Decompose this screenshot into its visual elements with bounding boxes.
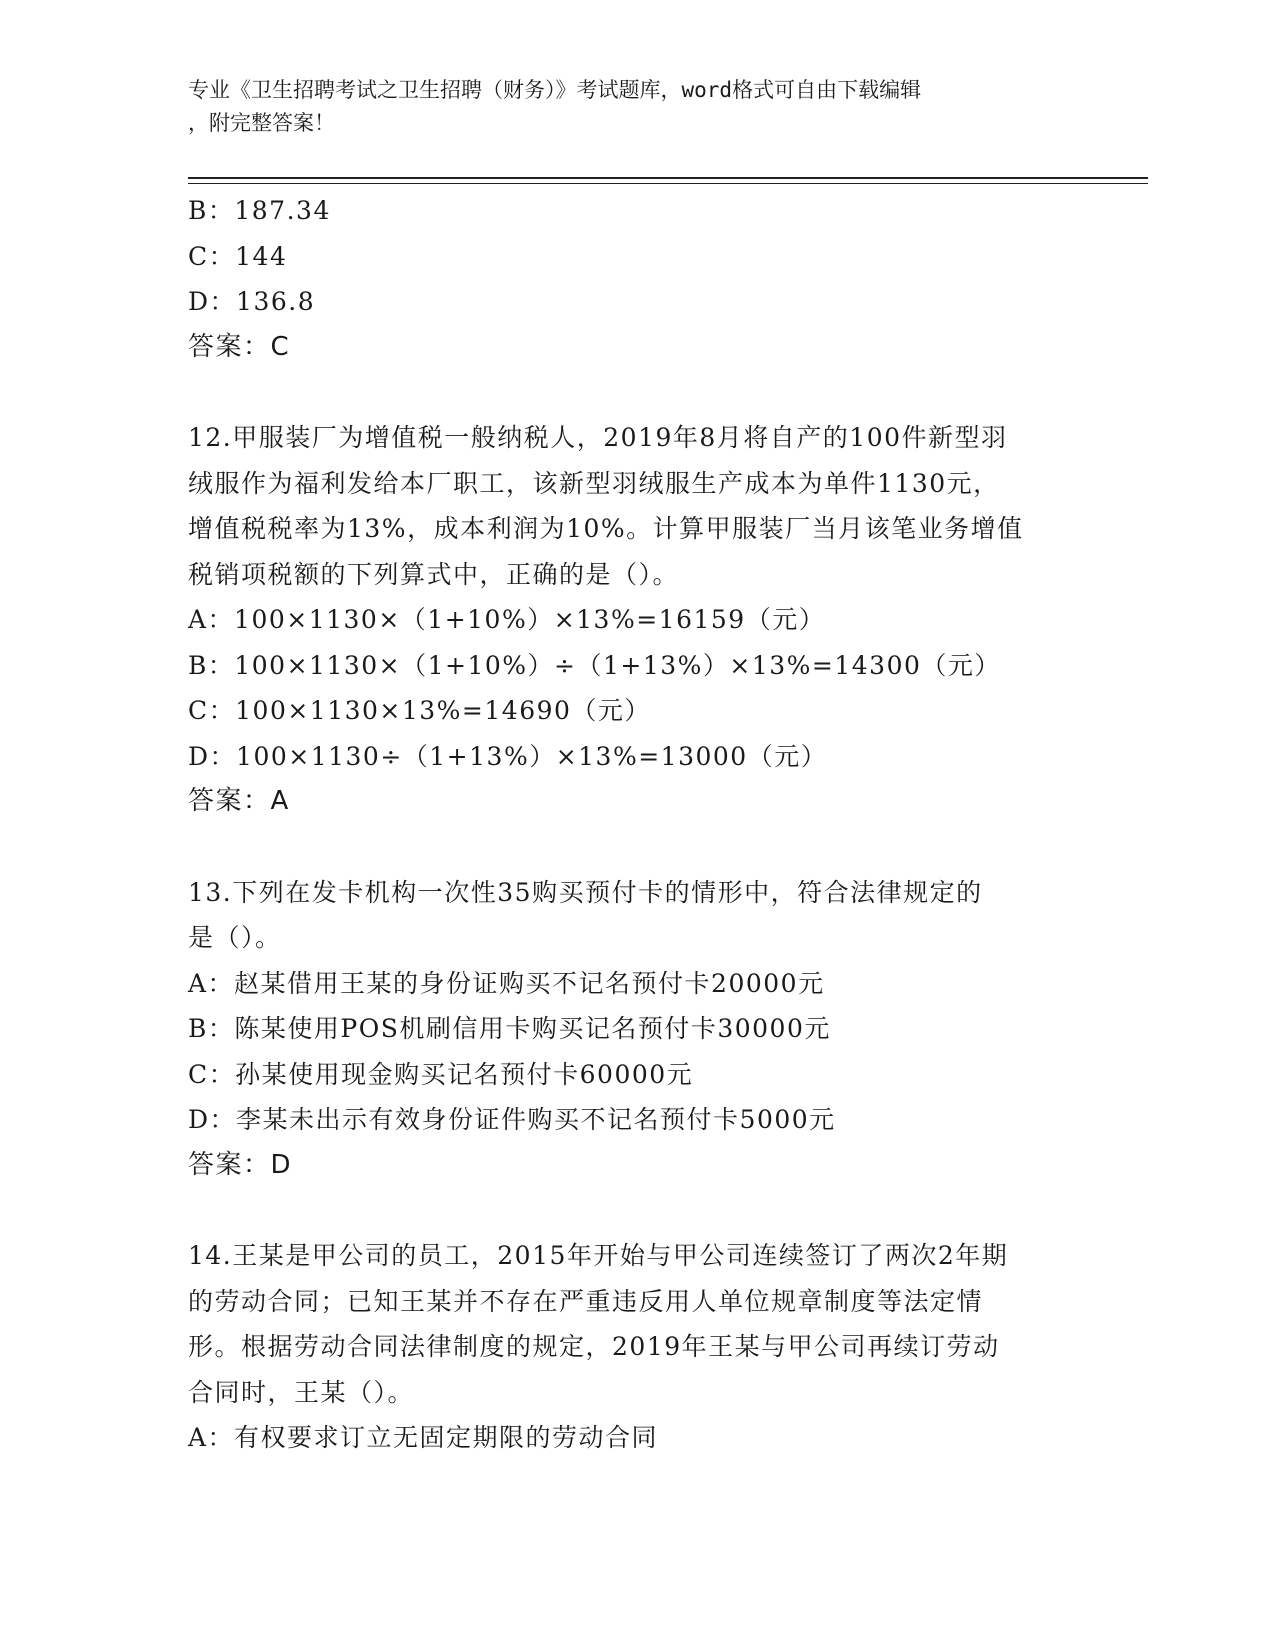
question-text-line: 增值税税率为13%，成本利润为10%。计算甲服装厂当月该笔业务增值 xyxy=(188,514,1024,543)
header-line-1: 专业《卫生招聘考试之卫生招聘（财务）》考试题库，word格式可自由下载编辑 xyxy=(188,78,922,102)
question-13 xyxy=(188,870,1088,1189)
question-12 xyxy=(188,415,1088,825)
option-c: C：144 xyxy=(188,241,288,271)
option-a: A：赵某借用王某的身份证购买不记名预付卡20000元 xyxy=(188,968,825,998)
spacer xyxy=(188,825,1088,870)
option-b: B：100×1130×（1+10%）÷（1+13%）×13%=14300（元） xyxy=(188,650,1001,680)
answer-line: 答案：D xyxy=(188,1149,293,1180)
header-divider-thin xyxy=(188,183,1148,184)
spacer xyxy=(188,1188,1088,1233)
question-11-continued xyxy=(188,188,1088,370)
header-divider-thick xyxy=(188,177,1148,179)
question-content xyxy=(188,188,1088,1461)
question-text-line: 14.王某是甲公司的员工，2015年开始与甲公司连续签订了两次2年期 xyxy=(188,1241,1009,1270)
question-text-line: 合同时，王某（）。 xyxy=(188,1377,415,1407)
question-text-line: 是（）。 xyxy=(188,923,282,952)
option-c: C：孙某使用现金购买记名预付卡60000元 xyxy=(188,1059,694,1089)
question-text-line: 13.下列在发卡机构一次性35购买预付卡的情形中，符合法律规定的 xyxy=(188,877,983,907)
question-text-line: 12.甲服装厂为增值税一般纳税人，2019年8月将自产的100件新型羽 xyxy=(188,423,1008,452)
option-c: C：100×1130×13%=14690（元） xyxy=(188,696,651,725)
question-text-line: 绒服作为福利发给本厂职工，该新型羽绒服生产成本为单件1130元， xyxy=(188,468,1000,498)
option-d: D：136.8 xyxy=(188,287,316,316)
option-d: D：100×1130÷（1+13%）×13%=13000（元） xyxy=(188,741,828,771)
question-14 xyxy=(188,1233,1088,1461)
option-b: B：陈某使用POS机刷信用卡购买记名预付卡30000元 xyxy=(188,1014,831,1043)
spacer xyxy=(188,370,1088,415)
answer-line: 答案：C xyxy=(188,331,291,362)
question-text-line: 税销项税额的下列算式中，正确的是（）。 xyxy=(188,559,680,589)
option-a: A：100×1130×（1+10%）×13%=16159（元） xyxy=(188,605,826,634)
option-a: A：有权要求订立无固定期限的劳动合同 xyxy=(188,1423,659,1452)
option-b: B：187.34 xyxy=(188,196,331,225)
answer-line: 答案：A xyxy=(188,786,290,816)
header-line-2: ，附完整答案！ xyxy=(188,111,335,135)
question-text-line: 形。根据劳动合同法律制度的规定，2019年王某与甲公司再续订劳动 xyxy=(188,1332,1000,1361)
document-header xyxy=(188,74,1088,140)
option-d: D：李某未出示有效身份证件购买不记名预付卡5000元 xyxy=(188,1105,836,1134)
question-text-line: 的劳动合同；已知王某并不存在严重违反用人单位规章制度等法定情 xyxy=(188,1286,984,1316)
